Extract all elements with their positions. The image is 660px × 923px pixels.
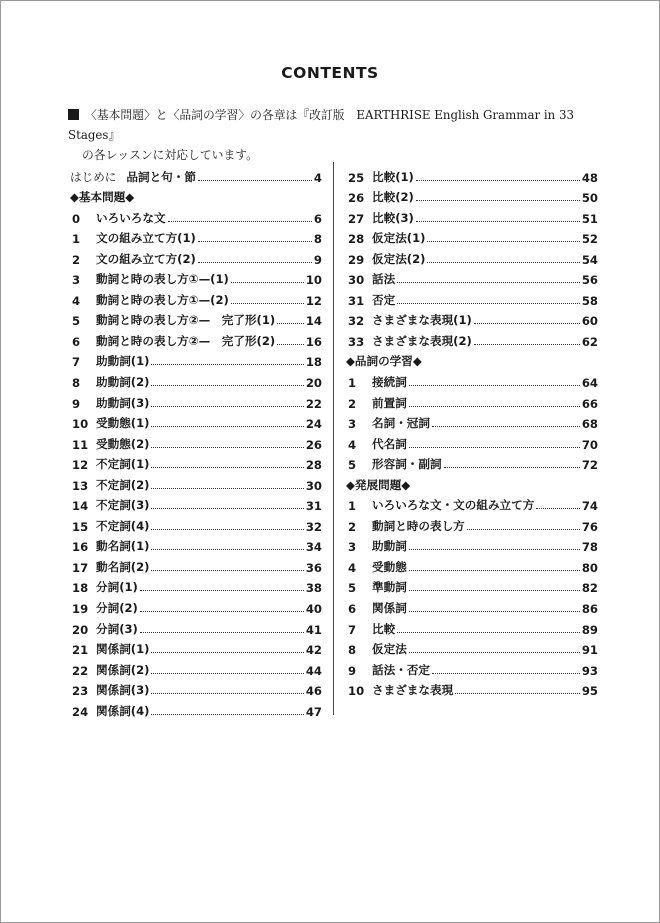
leader-dots [140, 590, 304, 591]
toc-entry[interactable] [70, 493, 322, 514]
toc-entry-label: 関係詞(2) [96, 662, 150, 677]
toc-entry-number: 5 [348, 581, 357, 596]
toc-entry[interactable] [70, 328, 322, 349]
toc-list-parts-of-speech [346, 369, 598, 472]
toc-entry[interactable] [346, 452, 598, 473]
toc-entry-label: 仮定法(2) [372, 251, 426, 266]
leader-dots [432, 673, 580, 674]
toc-entry-page: 52 [581, 232, 598, 247]
toc-entry-page: 28 [305, 458, 322, 473]
leader-dots [151, 714, 303, 715]
leader-dots [151, 364, 303, 365]
toc-entry-label: 分詞(2) [96, 601, 138, 616]
toc-entry-page: 89 [581, 622, 598, 637]
toc-entry[interactable] [346, 657, 598, 678]
toc-entry-number: 14 [72, 499, 89, 514]
toc-entry-number: 10 [348, 684, 365, 699]
toc-entry[interactable] [70, 267, 322, 288]
toc-entry-page: 24 [305, 417, 322, 432]
leader-dots [151, 693, 303, 694]
toc-entry[interactable] [70, 226, 322, 247]
toc-entry[interactable] [346, 267, 598, 288]
toc-entry[interactable] [70, 431, 322, 452]
toc-entry-number: 13 [72, 478, 89, 493]
leader-dots [151, 488, 303, 489]
toc-entry-page: 51 [581, 211, 598, 226]
toc-entry-page: 34 [305, 540, 322, 555]
leader-dots [409, 652, 580, 653]
leader-dots [409, 590, 580, 591]
toc-entry-number: 3 [72, 273, 81, 288]
toc-entry[interactable] [346, 595, 598, 616]
toc-entry-number: 9 [348, 663, 357, 678]
toc-entry-number: 20 [72, 622, 89, 637]
toc-entry-page: 58 [581, 293, 598, 308]
toc-entry-page: 41 [305, 622, 322, 637]
leader-dots [397, 303, 580, 304]
toc-entry-page: 26 [305, 437, 322, 452]
toc-entry-number: 5 [72, 314, 81, 329]
toc-entry-page: 60 [581, 314, 598, 329]
toc-entry-number: 18 [72, 581, 89, 596]
toc-entry-label: 助動詞(2) [96, 375, 150, 390]
toc-entry-number: 5 [348, 458, 357, 473]
toc-entry-label: 否定 [372, 292, 396, 307]
section-heading-advanced: ◆発展問題◆ [346, 477, 411, 492]
leader-dots [536, 508, 580, 509]
toc-entry-page: 76 [581, 519, 598, 534]
toc-entry[interactable] [346, 411, 598, 432]
toc-entry-label: 動詞と時の表し方②— 完了形(2) [96, 333, 276, 348]
toc-entry[interactable] [346, 513, 598, 534]
toc-entry-label: 準動詞 [372, 580, 407, 595]
toc-entry[interactable] [70, 616, 322, 637]
toc-entry-label: さまざまな表現 [372, 683, 454, 698]
toc-entry-label: 関係詞(4) [96, 703, 150, 718]
toc-entry[interactable] [70, 349, 322, 370]
leader-dots [427, 262, 579, 263]
toc-entry-label: 不定詞(2) [96, 477, 150, 492]
toc-entry[interactable] [346, 308, 598, 329]
toc-entry-label: 助動詞(3) [96, 395, 150, 410]
toc-entry-page: 47 [305, 704, 322, 719]
toc-entry[interactable] [70, 452, 322, 473]
toc-left-column [70, 164, 322, 719]
note [68, 105, 608, 165]
toc-entry-number: 25 [348, 170, 365, 185]
toc-entry-page: 54 [581, 252, 598, 267]
leader-dots [151, 426, 303, 427]
leader-dots [151, 467, 303, 468]
toc-entry-page: 46 [305, 684, 322, 699]
toc-entry-label: いろいろな文 [96, 210, 166, 225]
toc-entry-label: 助動詞 [372, 539, 407, 554]
toc-entry-page: 80 [581, 560, 598, 575]
toc-entry[interactable] [346, 390, 598, 411]
toc-entry-label: 動名詞(1) [96, 539, 150, 554]
toc-entry-label: 動名詞(2) [96, 559, 150, 574]
section-heading-basic: ◆基本問題◆ [70, 190, 135, 205]
toc-entry[interactable] [70, 657, 322, 678]
toc-entry[interactable] [70, 390, 322, 411]
toc-entry-page: 93 [581, 663, 598, 678]
toc-entry-number: 2 [348, 519, 357, 534]
leader-dots [151, 652, 303, 653]
leader-dots [140, 632, 304, 633]
toc-entry-page: 36 [305, 560, 322, 575]
leader-dots [455, 693, 580, 694]
toc-entry-label: 話法 [372, 272, 396, 287]
section-heading-parts-of-speech: ◆品詞の学習◆ [346, 354, 422, 369]
toc-entry[interactable] [346, 637, 598, 658]
column-divider [333, 162, 334, 715]
leader-dots [409, 385, 580, 386]
toc-right-column [346, 164, 598, 698]
toc-entry-number: 4 [348, 437, 357, 452]
toc-entry-number: 33 [348, 334, 365, 349]
toc-entry[interactable] [70, 472, 322, 493]
toc-entry-label: 不定詞(1) [96, 457, 150, 472]
intro-prefix: はじめに [70, 169, 117, 184]
leader-dots [151, 447, 303, 448]
toc-entry-page: 20 [305, 376, 322, 391]
leader-dots [277, 344, 304, 345]
leader-dots [416, 200, 580, 201]
leader-dots [397, 282, 580, 283]
toc-entry-label: 品詞と句・節 [126, 169, 196, 184]
toc-entry-label: 動詞と時の表し方 [372, 518, 465, 533]
toc-entry-page: 40 [305, 602, 322, 617]
leader-dots [198, 241, 312, 242]
toc-entry-number: 17 [72, 560, 89, 575]
toc-entry-label: いろいろな文・文の組み立て方 [372, 498, 535, 513]
toc-entry-page: 70 [581, 437, 598, 452]
toc-entry-page: 10 [305, 273, 322, 288]
toc-entry[interactable] [70, 308, 322, 329]
toc-entry[interactable] [70, 554, 322, 575]
toc-entry-number: 16 [72, 540, 89, 555]
leader-dots [151, 549, 303, 550]
toc-entry-number: 7 [348, 622, 357, 637]
leader-dots [168, 221, 312, 222]
leader-dots [198, 180, 312, 181]
toc-entry-label: 形容詞・副詞 [372, 457, 442, 472]
toc-entry-label: 比較 [372, 621, 396, 636]
toc-entry[interactable] [70, 575, 322, 596]
toc-entry[interactable] [346, 185, 598, 206]
toc-entry-page: 30 [305, 478, 322, 493]
toc-entry-page: 44 [305, 663, 322, 678]
toc-list-basic-cont [346, 164, 598, 349]
leader-dots [151, 529, 303, 530]
toc-entry-page: 38 [305, 581, 322, 596]
toc-entry-number: 27 [348, 211, 365, 226]
leader-dots [198, 262, 312, 263]
leader-dots [409, 549, 580, 550]
toc-entry-label: 動詞と時の表し方①—(2) [96, 292, 229, 307]
toc-entry[interactable] [70, 513, 322, 534]
toc-entry-number: 12 [72, 458, 89, 473]
toc-entry-page: 82 [581, 581, 598, 596]
leader-dots [444, 467, 580, 468]
toc-entry-number: 24 [72, 704, 89, 719]
toc-entry-label: 名詞・冠詞 [372, 416, 430, 431]
toc-entry-label: 比較(3) [372, 210, 414, 225]
toc-entry-label: 分詞(1) [96, 580, 138, 595]
toc-entry-page: 42 [305, 643, 322, 658]
leader-dots [467, 529, 580, 530]
toc-entry-label: 仮定法 [372, 642, 407, 657]
toc-entry-page: 6 [313, 211, 322, 226]
toc-entry-page: 50 [581, 191, 598, 206]
toc-entry-page: 68 [581, 417, 598, 432]
leader-dots [409, 447, 580, 448]
leader-dots [397, 632, 580, 633]
toc-entry-number: 1 [72, 232, 81, 247]
toc-entry[interactable] [346, 431, 598, 452]
toc-entry-label: さまざまな表現(2) [372, 333, 472, 348]
toc-entry-number: 1 [348, 376, 357, 391]
toc-entry-page: 91 [581, 643, 598, 658]
page-title: CONTENTS [281, 64, 379, 82]
toc-entry-page: 22 [305, 396, 322, 411]
toc-entry[interactable] [70, 205, 322, 226]
toc-entry-page: 66 [581, 396, 598, 411]
toc-entry-label: 話法・否定 [372, 662, 430, 677]
toc-entry-label: 関係詞 [372, 601, 407, 616]
toc-entry-number: 8 [348, 643, 357, 658]
toc-entry-page: 14 [305, 314, 322, 329]
leader-dots [140, 611, 304, 612]
leader-dots [432, 426, 580, 427]
toc-entry-page: 74 [581, 499, 598, 514]
toc-entry-label: 助動詞(1) [96, 354, 150, 369]
toc-entry-label: 関係詞(1) [96, 642, 150, 657]
toc-entry-number: 8 [72, 376, 81, 391]
toc-entry-label: 文の組み立て方(1) [96, 231, 196, 246]
toc-entry-page: 86 [581, 602, 598, 617]
toc-entry-number: 19 [72, 602, 89, 617]
toc-entry-label: 関係詞(3) [96, 683, 150, 698]
toc-entry-page: 9 [313, 252, 322, 267]
toc-entry-number: 32 [348, 314, 365, 329]
toc-entry-label: 受動態(2) [96, 436, 150, 451]
leader-dots [231, 282, 304, 283]
toc-entry-number: 4 [72, 293, 81, 308]
leader-dots [151, 570, 303, 571]
toc-entry-label: 比較(1) [372, 169, 414, 184]
toc-list-advanced [346, 493, 598, 698]
toc-entry-number: 6 [72, 334, 81, 349]
toc-entry[interactable] [70, 369, 322, 390]
toc-entry[interactable] [346, 164, 598, 185]
toc-entry-page: 72 [581, 458, 598, 473]
toc-entry[interactable] [346, 534, 598, 555]
toc-entry[interactable] [346, 575, 598, 596]
leader-dots [427, 241, 579, 242]
toc-entry[interactable] [346, 287, 598, 308]
toc-entry-number: 22 [72, 663, 89, 678]
toc-entry-number: 7 [72, 355, 81, 370]
toc-entry[interactable] [346, 205, 598, 226]
toc-entry-label: さまざまな表現(1) [372, 313, 472, 328]
toc-entry-label: 接続詞 [372, 375, 407, 390]
toc-entry-intro[interactable] [70, 164, 322, 185]
toc-entry-number: 21 [72, 643, 89, 658]
toc-list-basic [70, 205, 322, 719]
toc-entry-label: 代名詞 [372, 436, 407, 451]
toc-entry-number: 26 [348, 191, 365, 206]
leader-dots [409, 570, 580, 571]
leader-dots [277, 323, 304, 324]
toc-entry[interactable] [70, 698, 322, 719]
toc-entry-label: 受動態 [372, 559, 407, 574]
toc-entry[interactable] [346, 493, 598, 514]
toc-entry-number: 0 [72, 211, 81, 226]
toc-entry-label: 動詞と時の表し方②— 完了形(1) [96, 313, 276, 328]
toc-entry-label: 文の組み立て方(2) [96, 251, 196, 266]
toc-entry-page: 12 [305, 293, 322, 308]
toc-entry-label: 動詞と時の表し方①—(1) [96, 272, 229, 287]
leader-dots [151, 406, 303, 407]
toc-entry-number: 23 [72, 684, 89, 699]
leader-dots [151, 508, 303, 509]
toc-entry-number: 31 [348, 293, 365, 308]
toc-entry-page: 16 [305, 334, 322, 349]
toc-entry-number: 28 [348, 232, 365, 247]
toc-entry-label: 前置詞 [372, 395, 407, 410]
toc-entry-number: 3 [348, 417, 357, 432]
toc-entry[interactable] [346, 678, 598, 699]
toc-entry[interactable] [70, 246, 322, 267]
toc-entry-page: 8 [313, 232, 322, 247]
toc-entry[interactable] [346, 226, 598, 247]
toc-entry-page: 32 [305, 519, 322, 534]
leader-dots [474, 344, 580, 345]
toc-entry[interactable] [346, 616, 598, 637]
toc-entry-label: 仮定法(1) [372, 231, 426, 246]
toc-entry-label: 不定詞(4) [96, 518, 150, 533]
leader-dots [416, 221, 580, 222]
toc-entry[interactable] [346, 554, 598, 575]
toc-entry[interactable] [70, 678, 322, 699]
toc-entry-page: 18 [305, 355, 322, 370]
leader-dots [409, 406, 580, 407]
toc-entry-label: 不定詞(3) [96, 498, 150, 513]
toc-entry[interactable] [70, 534, 322, 555]
toc-entry[interactable] [346, 246, 598, 267]
toc-entry-label: 受動態(1) [96, 416, 150, 431]
toc-entry-number: 3 [348, 540, 357, 555]
toc-entry[interactable] [70, 637, 322, 658]
leader-dots [151, 385, 303, 386]
toc-entry-page: 64 [581, 376, 598, 391]
toc-entry-number: 29 [348, 252, 365, 267]
toc-entry-number: 6 [348, 602, 357, 617]
toc-entry-number: 9 [72, 396, 81, 411]
note-line-2: の各レッスンに対応しています。 [82, 148, 258, 162]
leader-dots [409, 611, 580, 612]
toc-entry-number: 4 [348, 560, 357, 575]
toc-entry-number: 15 [72, 519, 89, 534]
note-line-1: 〈基本問題〉と〈品詞の学習〉の各章は『改訂版 EARTHRISE English Grammar in 33 Stages』 [68, 108, 575, 142]
leader-dots [416, 180, 580, 181]
toc-entry-number: 11 [72, 437, 89, 452]
toc-entry[interactable] [70, 595, 322, 616]
toc-entry-page: 31 [305, 499, 322, 514]
leader-dots [231, 303, 304, 304]
toc-entry-number: 30 [348, 273, 365, 288]
toc-entry-label: 比較(2) [372, 190, 414, 205]
toc-entry-page: 56 [581, 273, 598, 288]
toc-entry-page: 4 [313, 170, 322, 185]
square-bullet-icon [68, 109, 79, 120]
toc-entry[interactable] [346, 328, 598, 349]
toc-entry-page: 48 [581, 170, 598, 185]
toc-entry-number: 2 [72, 252, 81, 267]
leader-dots [151, 673, 303, 674]
toc-entry-page: 78 [581, 540, 598, 555]
toc-entry-page: 62 [581, 334, 598, 349]
toc-entry-page: 95 [581, 684, 598, 699]
toc-entry[interactable] [70, 287, 322, 308]
toc-entry-number: 2 [348, 396, 357, 411]
toc-entry-number: 10 [72, 417, 89, 432]
toc-entry-number: 1 [348, 499, 357, 514]
toc-entry[interactable] [346, 369, 598, 390]
leader-dots [474, 323, 580, 324]
toc-entry-label: 分詞(3) [96, 621, 138, 636]
toc-entry[interactable] [70, 411, 322, 432]
